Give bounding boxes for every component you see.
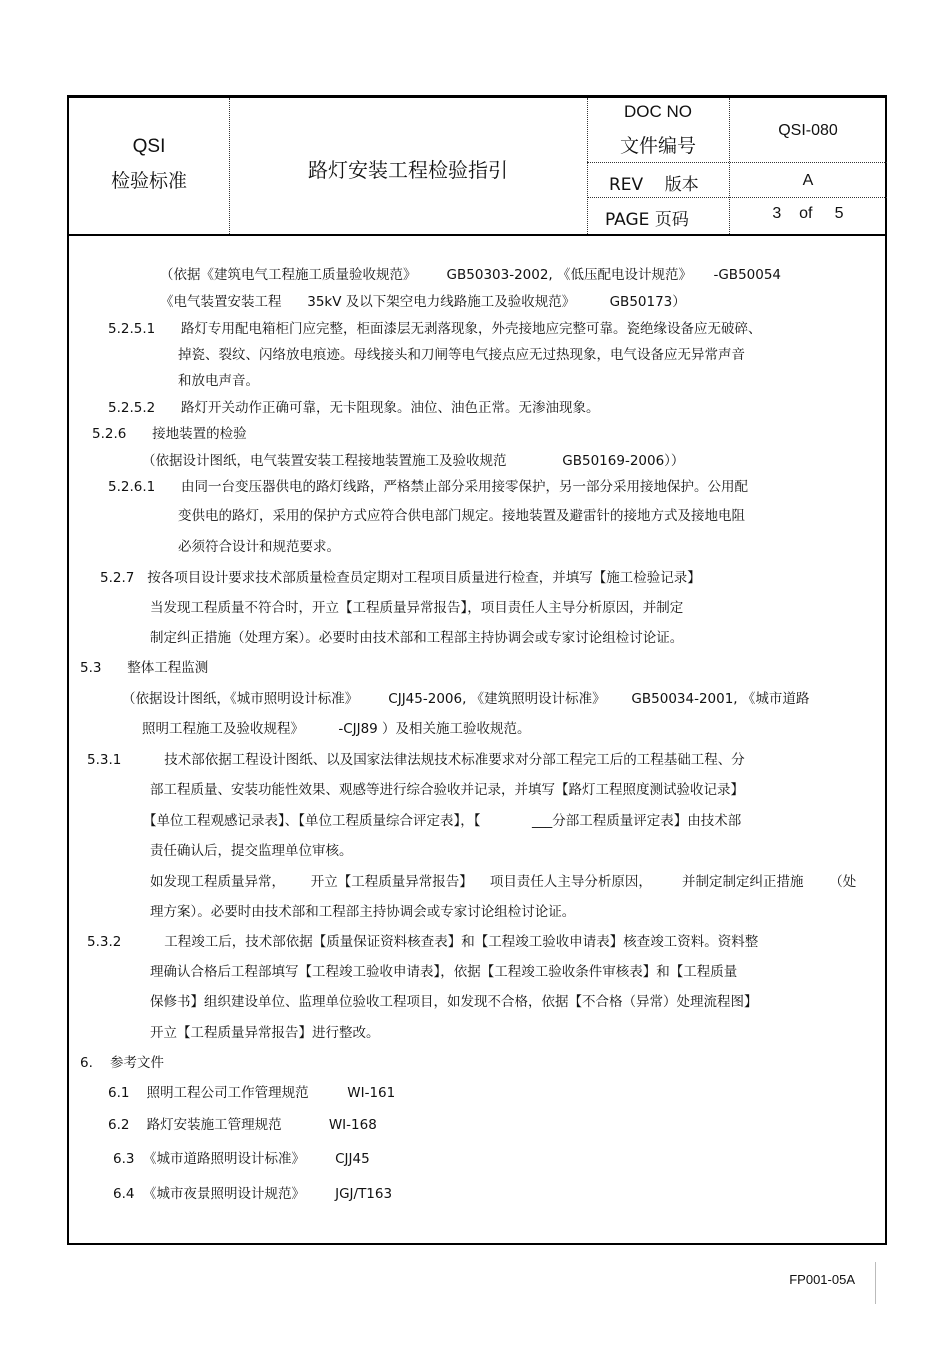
body-line: 5.2.7 按各项目设计要求技术部质量检查员定期对工程项目质量进行检查，并填写【施工检验记录】 [100,570,701,586]
doc-title: 路灯安装工程检验指引 [308,158,508,182]
body-line: 5.3 整体工程监测 [80,660,209,676]
org-code: QSI [132,136,166,157]
page-label: PAGE 页码 [605,210,689,230]
header-row-divider [587,197,887,198]
rev-value: A [802,172,814,189]
body-line: 必须符合设计和规范要求。 [178,539,340,555]
form-code: FP001-05A [789,1272,855,1287]
body-line: 6.1 照明工程公司工作管理规范 WI-161 [108,1085,396,1101]
body-line: 责任确认后，提交监理单位审核。 [150,843,353,859]
body-line: 保修书】组织建设单位、监理单位验收工程项目，如发现不合格，依据【不合格（异常）处理流程图】 [150,994,758,1010]
header-table [69,98,885,236]
body-line: 5.2.5.2 路灯开关动作正确可靠，无卡阻现象。油位、油色正常。无渗油现象。 [108,400,600,416]
body-line: 6.4 《城市夜景照明设计规范》 JGJ/T163 [113,1186,393,1202]
body-line: 6.2 路灯安装施工管理规范 WI-168 [108,1117,377,1133]
body-line: 部工程质量、安装功能性效果、观感等进行综合验收并记录，并填写【路灯工程照度测试验收记录】 [150,782,744,798]
body-line: 变供电的路灯，采用的保护方式应符合供电部门规定。接地装置及避雷针的接地方式及接地电阻 [178,508,745,524]
body-line: （依据《建筑电气工程施工质量验收规范》 GB50303-2002, 《低压配电设计规范》 -GB50054 [160,267,782,283]
body-line: 《电气装置安装工程 35kV 及以下架空电力线路施工及验收规范》 GB50173） [160,294,686,310]
body-line: 5.3.2 工程竣工后，技术部依据【质量保证资料核查表】和【工程竣工验收申请表】核查竣工资料。资料整 [87,934,759,950]
body-line: 【单位工程观感记录表】、【单位工程质量综合评定表】，【 ___分部工程质量评定表】由技术部 [143,813,742,829]
body-line: 当发现工程质量不符合时，开立【工程质量异常报告】，项目责任人主导分析原因，并制定 [150,600,684,616]
body-line: 6.3 《城市道路照明设计标准》 CJJ45 [113,1151,370,1167]
body-line: 5.2.6.1 由同一台变压器供电的路灯线路，严格禁止部分采用接零保护，另一部分采用接地保护。公用配 [108,479,748,495]
doc-no-value: QSI-080 [778,122,838,139]
header-row-divider [587,162,887,163]
body-line: （依据设计图纸，电气装置安装工程接地装置施工及验收规范 GB50169-2006）） [142,453,685,469]
body-line: 理确认合格后工程部填写【工程竣工验收申请表】，依据【工程竣工验收条件审核表】和【工程质量 [150,964,738,980]
page-edge-line [875,1262,876,1304]
doc-no-label-cn: 文件编号 [619,135,696,157]
body-line: （依据设计图纸，《城市照明设计标准》 CJJ45-2006, 《建筑照明设计标准》 GB50034-2001, 《城市道路 [122,691,810,707]
body-line: 6. 参考文件 [80,1055,165,1071]
page-value: 3 of 5 [772,205,844,222]
doc-category: 检验标准 [110,170,187,192]
body-line: 5.3.1 技术部依据工程设计图纸、以及国家法律法规技术标准要求对分部工程完工后的工程基础工程、分 [87,752,745,768]
body-line: 理方案）。必要时由技术部和工程部主持协调会或专家讨论组检讨论证。 [150,904,576,920]
doc-no-label-en: DOC NO [624,102,692,121]
body-line: 开立【工程质量异常报告】进行整改。 [150,1025,380,1041]
body-line: 掉瓷、裂纹、闪络放电痕迹。母线接头和刀闸等电气接点应无过热现象，电气设备应无异常声音 [178,347,745,363]
rev-label: REV 版本 [609,175,699,195]
body-line: 如发现工程质量异常， 开立【工程质量异常报告】 项目责任人主导分析原因， 并制定制定纠正措施 （处 [150,874,857,890]
body-line: 5.2.5.1 路灯专用配电箱柜门应完整，柜面漆层无剥落现象，外壳接地应完整可靠。瓷绝缘设备应无破碎、 [108,321,762,337]
body-line: 照明工程施工及验收规程》 -CJJ89 ）及相关施工验收规范。 [142,721,531,737]
body-line: 制定纠正措施（处理方案）。必要时由技术部和工程部主持协调会或专家讨论组检讨论证。 [150,630,684,646]
body-line: 5.2.6 接地装置的检验 [92,426,247,442]
body-line: 和放电声音。 [178,373,259,389]
